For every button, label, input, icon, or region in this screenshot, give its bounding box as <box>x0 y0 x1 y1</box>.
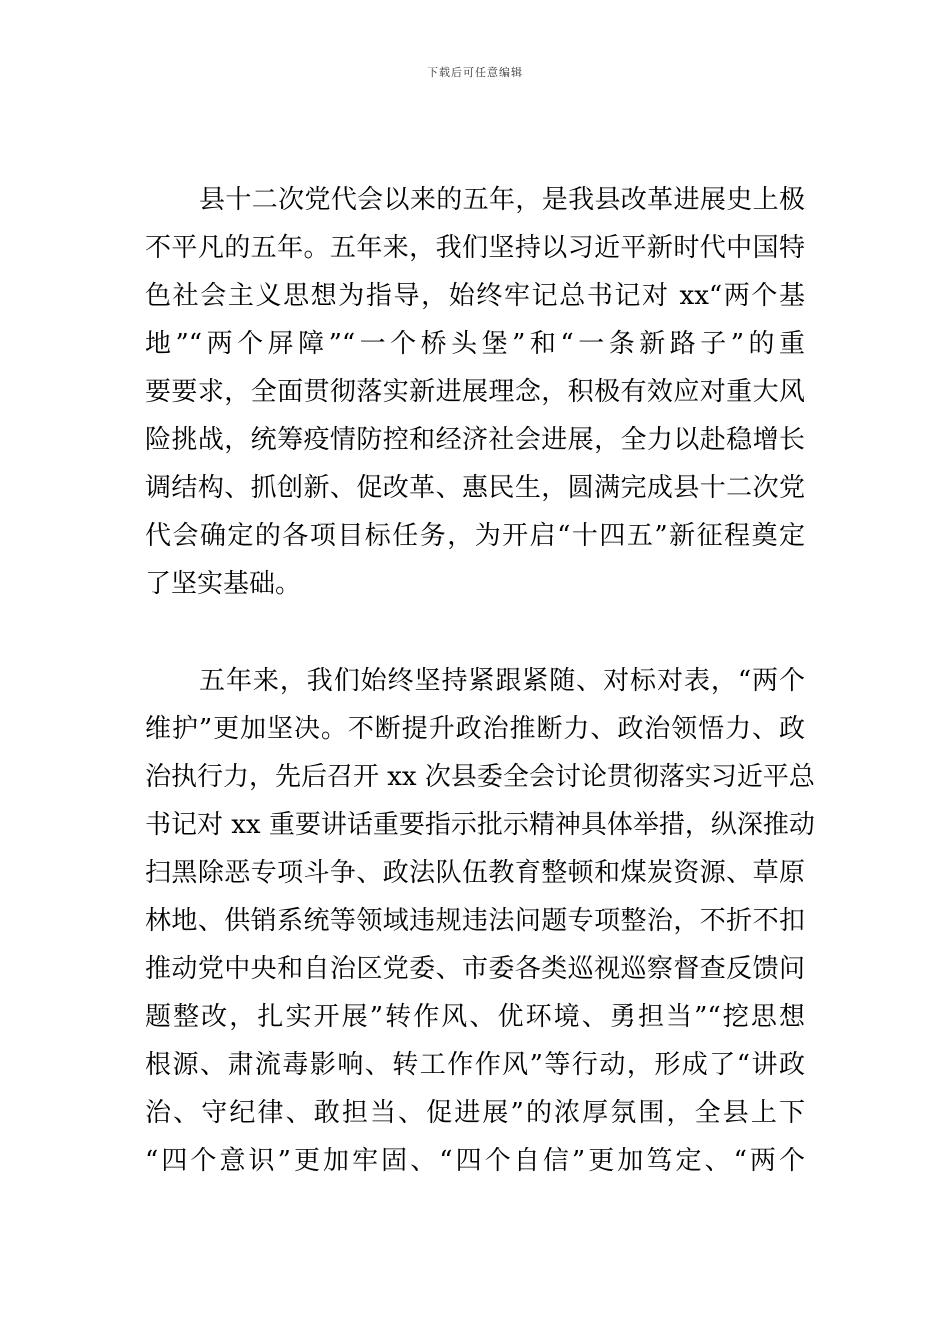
page-header: 下载后可任意编辑 <box>427 66 523 79</box>
text-line: 色社会主义思想为指导，始终牢记总书记对 xx“两个基 <box>145 281 805 311</box>
text-line: 五年来，我们始终坚持紧跟紧随、对标对表，“两个 <box>199 666 805 696</box>
text-line: 地”“两个屏障”“一个桥头堡”和“一条新路子”的重 <box>145 329 805 359</box>
text-line: 题整改，扎实开展”转作风、优环境、勇担当”“挖思想 <box>145 1002 805 1032</box>
text-line: 书记对 xx 重要讲话重要指示批示精神具体举措，纵深推动 <box>145 810 815 840</box>
text-line: 调结构、抓创新、促改革、惠民生，圆满完成县十二次党 <box>145 473 805 503</box>
text-line: 代会确定的各项目标任务，为开启“十四五”新征程奠定 <box>145 521 805 551</box>
text-line: 维护”更加坚决。不断提升政治推断力、政治领悟力、政 <box>145 714 805 744</box>
text-line: 要要求，全面贯彻落实新进展理念，积极有效应对重大风 <box>145 377 805 407</box>
text-line: 了坚实基础。 <box>145 569 302 599</box>
text-line: 县十二次党代会以来的五年，是我县改革进展史上极 <box>199 185 805 215</box>
text-line: 林地、供销系统等领域违规违法问题专项整治，不折不扣 <box>145 906 805 936</box>
text-line: 推动党中央和自治区党委、市委各类巡视巡察督查反馈问 <box>145 954 805 984</box>
text-line: 治执行力，先后召开 xx 次县委全会讨论贯彻落实习近平总 <box>145 762 815 792</box>
text-line: 扫黑除恶专项斗争、政法队伍教育整顿和煤炭资源、草原 <box>145 858 805 888</box>
text-line: 不平凡的五年。五年来，我们坚持以习近平新时代中国特 <box>145 233 805 263</box>
text-line: 险挑战，统筹疫情防控和经济社会进展，全力以赴稳增长 <box>145 425 805 455</box>
text-line: 根源、肃流毒影响、转工作作风”等行动，形成了“讲政 <box>145 1050 805 1080</box>
paragraph-1 <box>145 176 805 608</box>
text-line: “四个意识”更加牢固、“四个自信”更加笃定、“两个 <box>145 1146 805 1176</box>
paragraph-2 <box>145 657 815 1185</box>
text-line: 治、守纪律、敢担当、促进展”的浓厚氛围，全县上下 <box>145 1098 805 1128</box>
